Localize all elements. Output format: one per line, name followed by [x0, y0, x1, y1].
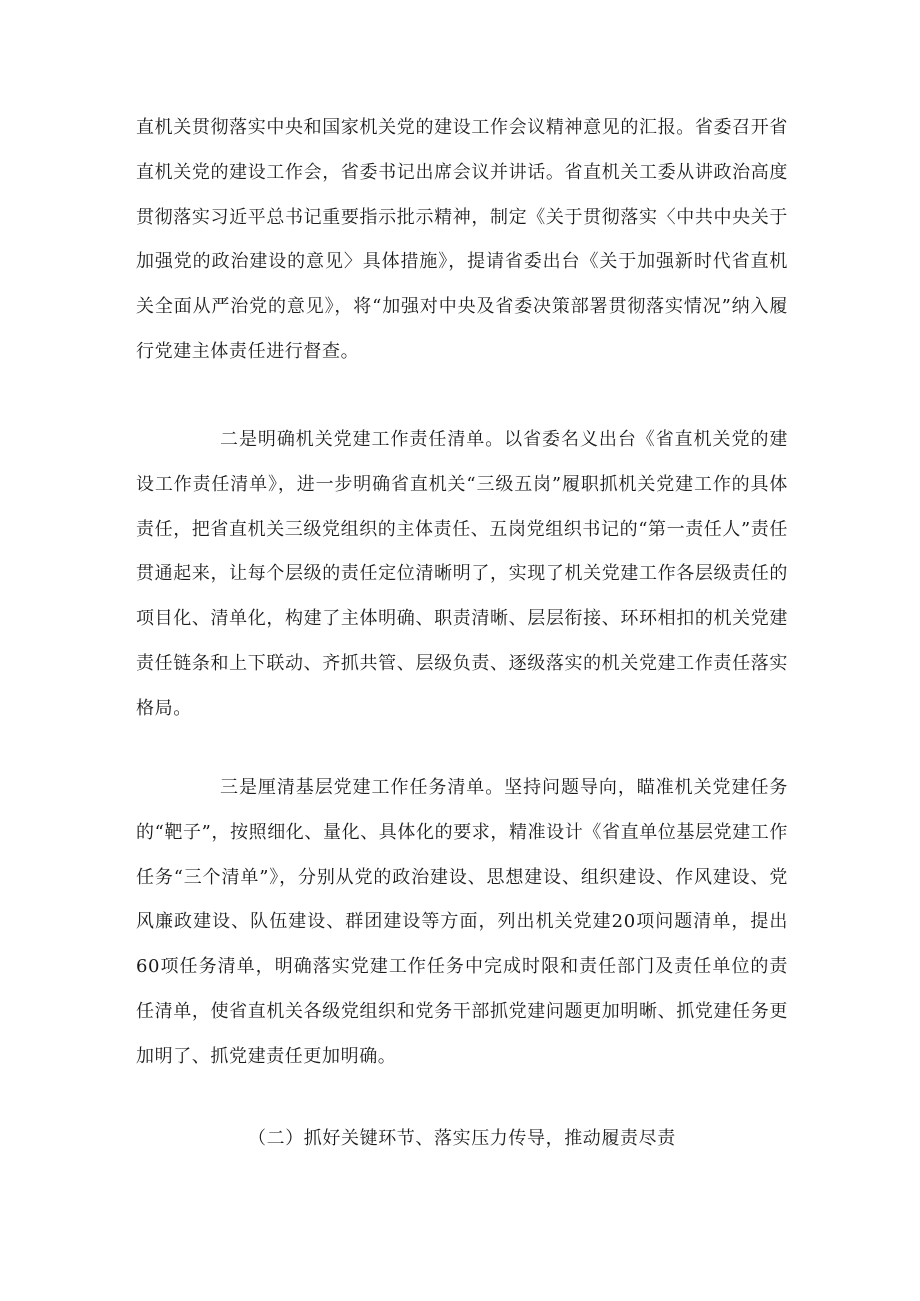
paragraph-continuation: 直机关贯彻落实中央和国家机关党的建设工作会议精神意见的汇报。省委召开省直机关党的建设工作会，省委书记出席会议并讲话。省直机关工委从讲政治高度贯彻落实习近平总书记重要指示批示精神，制定《关于贯彻落实〈中共中央关于加强党的政治建设的意见〉具体措施》，提请省委出台《关于加强新时代省直机关全面从严治党的意见》，将“加强对中央及省委决策部署贯彻落实情况”纳入履行党建主体责任进行督查。: [136, 117, 788, 362]
paragraph-task-list: 三是厘清基层党建工作任务清单。坚持问题导向，瞄准机关党建任务的“靶子”，按照细化、量化、具体化的要求，精准设计《省直单位基层党建工作任务“三个清单”》，分别从党的政治建设、思想建设、组织建设、作风建设、党风廉政建设、队伍建设、群团建设等方面，列出机关党建20项问题清单，提出60项任务清单，明确落实党建工作任务中完成时限和责任部门及责任单位的责任清单，使省直机关各级党组织和党务干部抓党建问题更加明晰、抓党建任务更加明了、抓党建责任更加明确。: [136, 777, 789, 1067]
section-subheading: （二）抓好关键环节、落实压力传导，推动履责尽责: [248, 1128, 676, 1149]
paragraph-responsibility-list: 二是明确机关党建工作责任清单。以省委名义出台《省直机关党的建设工作责任清单》，进一步明确省直机关“三级五岗”履职抓机关党建工作的具体责任，把省直机关三级党组织的主体责任、五岗党组织书记的“第一责任人”责任贯通起来，让每个层级的责任定位清晰明了，实现了机关党建工作各层级责任的项目化、清单化，构建了主体明确、职责清晰、层层衔接、环环相扣的机关党建责任链条和上下联动、齐抓共管、层级负责、逐级落实的机关党建工作责任落实格局。: [136, 429, 789, 719]
